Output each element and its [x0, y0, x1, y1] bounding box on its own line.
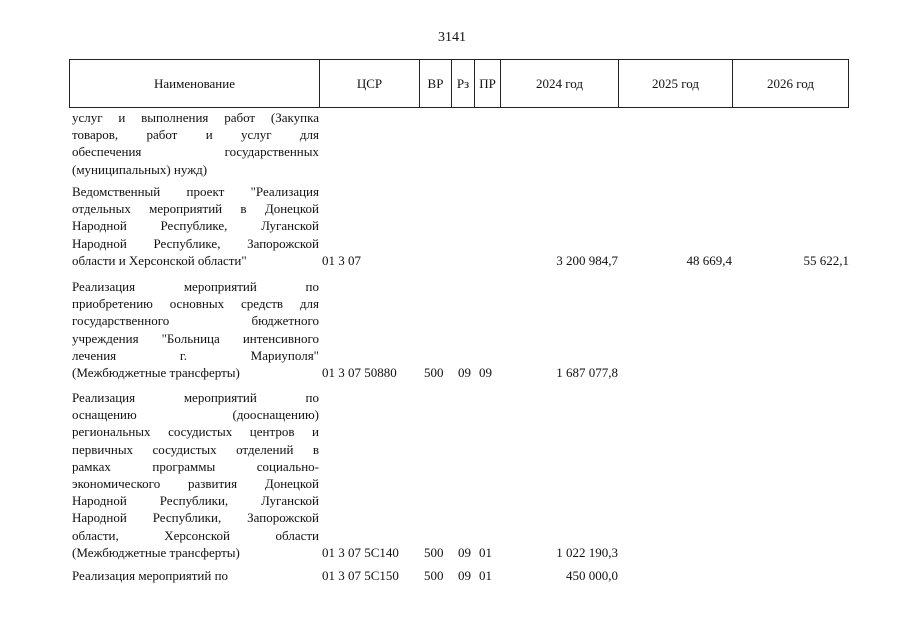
row-value-2024: 450 000,0: [566, 568, 618, 583]
header-csr: ЦСР: [320, 60, 420, 107]
row-name-line: учреждения "Больница интенсивного: [72, 330, 319, 346]
row-name-line: обеспечения государственных: [72, 144, 319, 160]
row-name-line: Реализация мероприятий по: [72, 279, 319, 294]
header-2024: 2024 год: [501, 60, 619, 107]
row-name-line: региональных сосудистых центров и: [72, 424, 319, 440]
row-vr: 500: [424, 568, 444, 583]
row-rz: 09: [458, 365, 471, 380]
row-name-line: Реализация мероприятий по: [72, 568, 229, 583]
row-name-line: Народной Республике, Запорожской: [72, 235, 319, 251]
row-name-line: отдельных мероприятий в Донецкой: [72, 201, 319, 217]
header-2026: 2026 год: [767, 76, 814, 91]
row-csr: 01 3 07 5С140: [322, 544, 399, 560]
row-name-line: товаров, работ и услуг для: [72, 127, 319, 143]
row-pr: 09: [479, 365, 492, 380]
row-name-line: услуг и выполнения работ (Закупка: [72, 110, 319, 125]
row-name-line: лечения г. Мариуполя": [72, 347, 319, 363]
row-name-line: приобретению основных средств для: [72, 296, 319, 312]
row-name-line: государственного бюджетного: [72, 313, 319, 329]
header-name: Наименование: [70, 60, 320, 107]
row-name-line: рамках программы социально-: [72, 458, 319, 474]
row-pr: 01: [479, 568, 492, 583]
row-value-2025: 48 669,4: [686, 252, 732, 268]
row-vr: 500: [424, 544, 444, 560]
header-rz: Рз: [452, 60, 475, 107]
row-csr: 01 3 07 5С150: [322, 568, 399, 583]
row-name-line: (Межбюджетные трансферты): [72, 365, 240, 380]
page-number: 3141: [438, 30, 466, 45]
row-rz: 09: [458, 568, 471, 583]
row-name-line: Народной Республики, Запорожской: [72, 510, 319, 526]
row-csr: 01 3 07 50880: [322, 365, 397, 380]
row-name-line: первичных сосудистых отделений в: [72, 441, 319, 457]
table-header: [69, 59, 849, 108]
row-value-2024: 3 200 984,7: [556, 252, 618, 268]
header-vr: ВР: [420, 60, 452, 107]
row-value-2024: 1 022 190,3: [556, 544, 618, 560]
row-name-line: Народной Республики, Луганской: [72, 493, 319, 509]
header-2025: 2025 год: [619, 60, 733, 107]
row-name-line: области, Херсонской области: [72, 527, 319, 543]
row-name-line: Реализация мероприятий по: [72, 390, 319, 405]
row-name-line: Ведомственный проект "Реализация: [72, 184, 319, 199]
row-name-line: экономического развития Донецкой: [72, 476, 319, 491]
header-pr: ПР: [475, 60, 501, 107]
row-name-line: области и Херсонской области": [72, 252, 247, 268]
row-name-line: (муниципальных) нужд): [72, 161, 208, 177]
row-value-2026: 55 622,1: [803, 252, 849, 268]
row-name-line: Народной Республике, Луганской: [72, 218, 319, 234]
row-name-line: (Межбюджетные трансферты): [72, 544, 240, 560]
row-vr: 500: [424, 365, 444, 380]
row-rz: 09: [458, 544, 471, 560]
row-name-line: оснащению (дооснащению): [72, 407, 319, 423]
row-csr: 01 3 07: [322, 252, 361, 268]
row-pr: 01: [479, 544, 492, 560]
row-value-2024: 1 687 077,8: [556, 365, 618, 380]
